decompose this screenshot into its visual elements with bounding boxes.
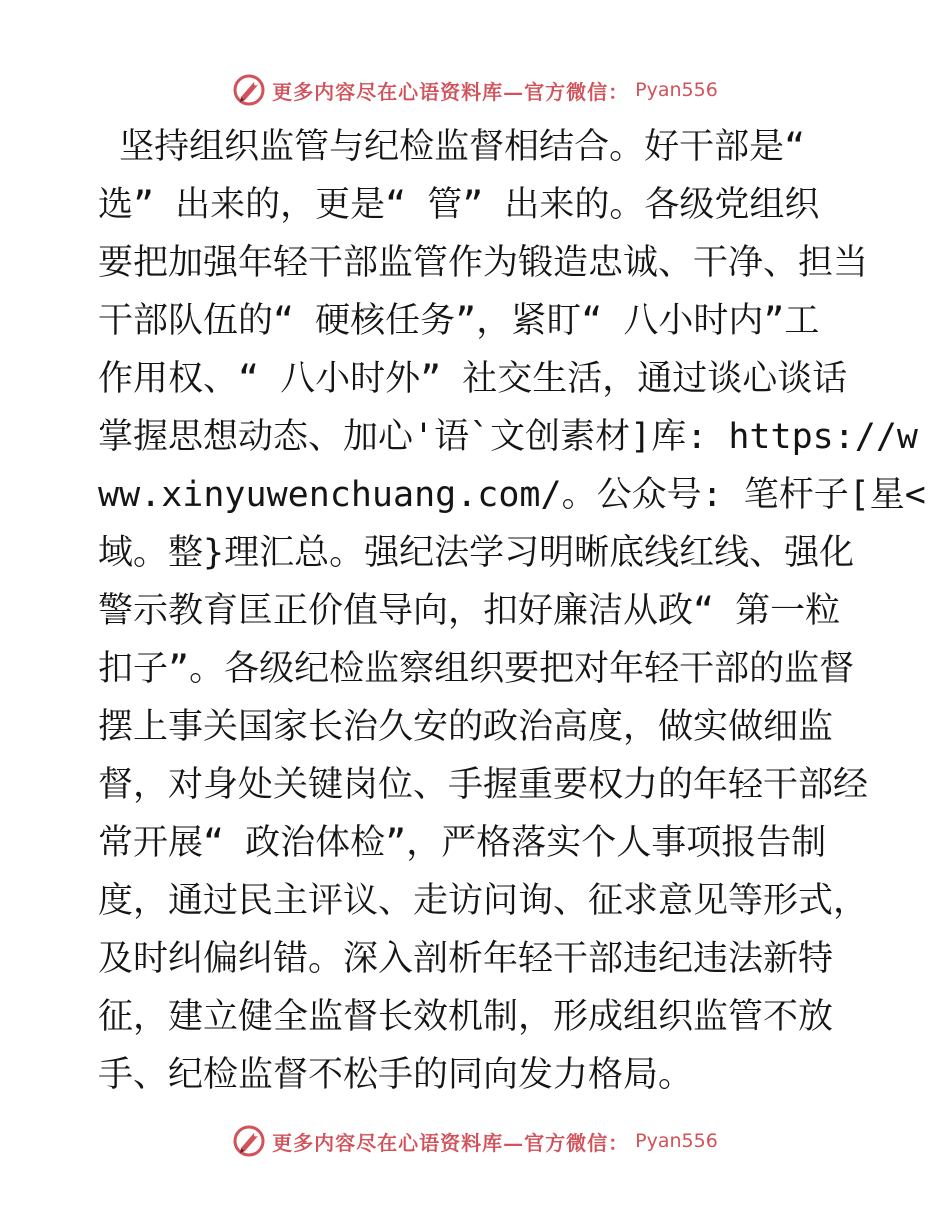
header-watermark — [0, 70, 950, 110]
body-line: 征，建立健全监督长效机制，形成组织监管不放 — [98, 997, 834, 1037]
body-line: 督，对身处关键岗位、手握重要权力的年轻干部经 — [98, 765, 869, 805]
body-line: 要把加强年轻干部监管作为锻造忠诚、干净、担当 — [98, 243, 869, 283]
pen-logo-icon — [232, 73, 266, 107]
body-line: 摆上事关国家长治久安的政治高度，做实做细监 — [98, 707, 834, 747]
body-line: 及时纠偏纠错。深入剖析年轻干部违纪违法新特 — [98, 939, 834, 979]
body-line: 域。整}理汇总。强纪法学习明晰底线红线、强化 — [98, 533, 855, 573]
body-line: 扣子”。各级纪检监察组织要把对年轻干部的监督 — [98, 649, 855, 689]
body-line: 作用权、“ 八小时外” 社交生活，通过谈心谈话 — [98, 359, 848, 399]
footer-watermark — [0, 1121, 950, 1161]
footer-watermark-handle: Pyan556 — [635, 1130, 718, 1152]
body-line: 警示教育匡正价值导向，扣好廉洁从政“ 第一粒 — [98, 591, 841, 631]
document-body — [98, 118, 926, 1104]
body-line: 选” 出来的，更是“ 管” 出来的。各级党组织 — [98, 185, 820, 225]
body-line: 掌握思想动态、加心'语`文创素材]库: https://w — [98, 417, 919, 457]
body-line: 度，通过民主评议、走访问询、征求意见等形式， — [98, 881, 869, 921]
footer-watermark-text: 更多内容尽在心语资料库—官方微信： — [272, 1130, 630, 1155]
body-line: 干部队伍的“ 硬核任务”，紧盯“ 八小时内”工 — [98, 301, 820, 341]
body-line: ww.xinyuwenchuang.com/。公众号: 笔杆子[星< — [98, 475, 926, 515]
pen-logo-icon — [232, 1124, 266, 1158]
header-watermark-text: 更多内容尽在心语资料库—官方微信： — [272, 79, 630, 104]
header-watermark-handle: Pyan556 — [635, 79, 718, 101]
body-line: 常开展“ 政治体检”，严格落实个人事项报告制 — [98, 823, 827, 863]
body-line: 坚持组织监管与纪检监督相结合。好干部是“ — [98, 127, 806, 167]
body-line: 手、纪检监督不松手的同向发力格局。 — [98, 1055, 694, 1095]
